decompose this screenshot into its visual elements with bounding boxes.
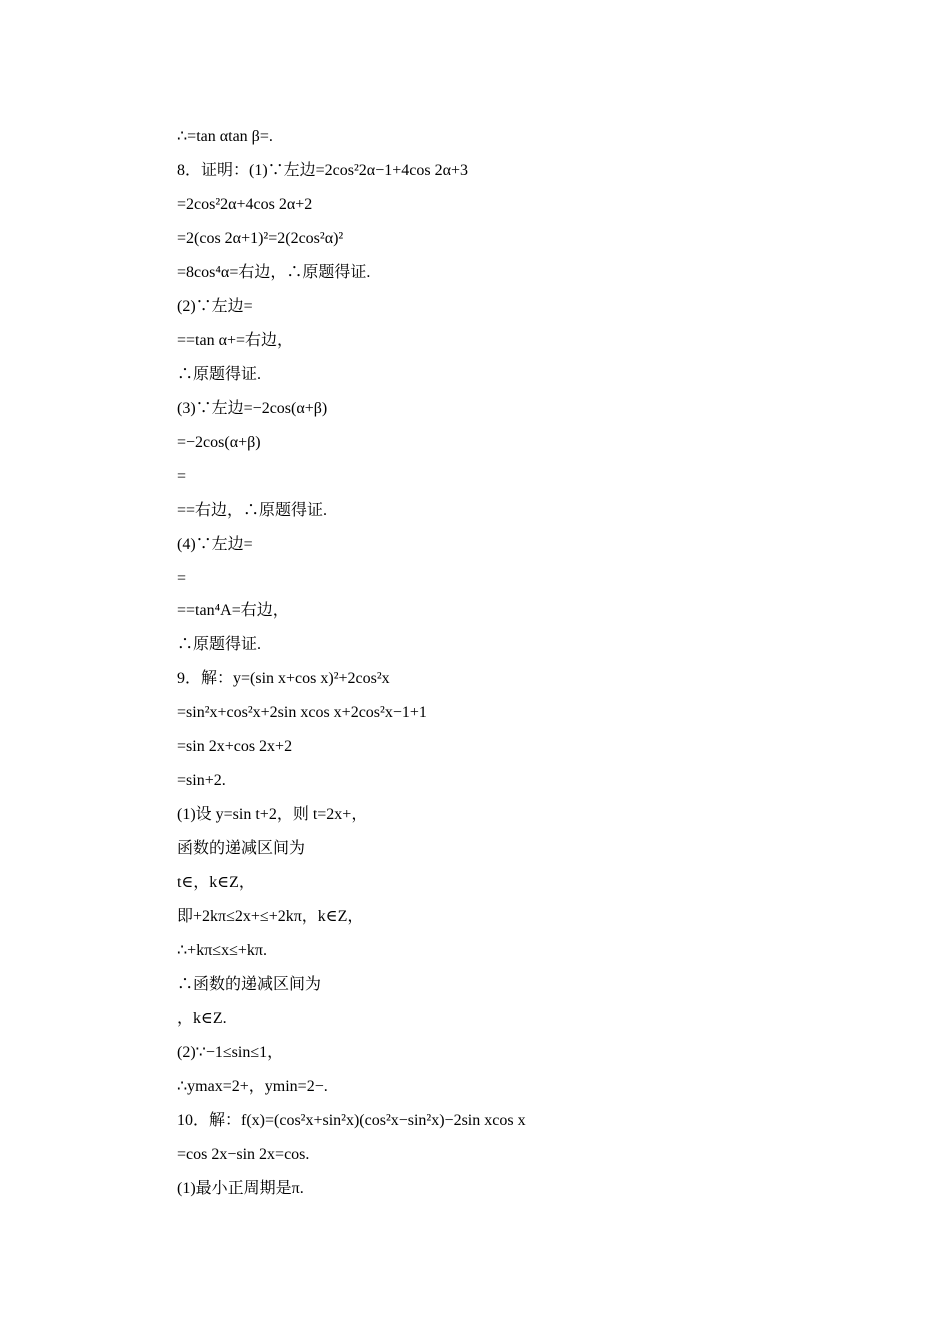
line-19: =sin 2x+cos 2x+2	[177, 738, 293, 755]
line-29: ∴ymax=2+，ymin=2−.	[177, 1078, 328, 1095]
line-5: =8cos⁴α=右边，∴原题得证.	[177, 264, 371, 281]
line-8: ∴原题得证.	[177, 366, 262, 383]
line-25: ∴+kπ≤x≤+kπ.	[177, 942, 267, 959]
line-26: ∴函数的递减区间为	[177, 976, 322, 993]
line-21: (1)设 y=sin t+2，则 t=2x+，	[177, 806, 368, 823]
line-16: ∴原题得证.	[177, 636, 262, 653]
line-4: =2(cos 2α+1)²=2(2cos²α)²	[177, 230, 344, 247]
line-1: ∴=tan αtan β=.	[177, 128, 273, 145]
line-31: =cos 2x−sin 2x=cos.	[177, 1146, 310, 1163]
line-15: ==tan⁴A=右边，	[177, 602, 289, 619]
line-17: 9．解：y=(sin x+cos x)²+2cos²x	[177, 670, 390, 687]
line-2: 8．证明：(1)∵左边=2cos²2α−1+4cos 2α+3	[177, 162, 468, 179]
line-13: (4)∵左边=	[177, 536, 253, 553]
line-28: (2)∵−1≤sin≤1，	[177, 1044, 284, 1061]
line-9: (3)∵左边=−2cos(α+β)	[177, 400, 328, 417]
line-12: ==右边，∴原题得证.	[177, 502, 328, 519]
line-22: 函数的递减区间为	[177, 840, 306, 857]
line-32: (1)最小正周期是π.	[177, 1180, 304, 1197]
line-30: 10．解：f(x)=(cos²x+sin²x)(cos²x−sin²x)−2sin xcos x	[177, 1112, 526, 1129]
line-3: =2cos²2α+4cos 2α+2	[177, 196, 313, 213]
line-18: =sin²x+cos²x+2sin xcos x+2cos²x−1+1	[177, 704, 427, 721]
line-14: =	[177, 570, 187, 587]
line-6: (2)∵左边=	[177, 298, 253, 315]
line-11: =	[177, 468, 187, 485]
line-7: ==tan α+=右边，	[177, 332, 294, 349]
line-27: ，k∈Z.	[177, 1010, 227, 1027]
line-24: 即+2kπ≤2x+≤+2kπ，k∈Z，	[177, 908, 364, 925]
line-10: =−2cos(α+β)	[177, 434, 261, 451]
line-23: t∈，k∈Z，	[177, 874, 255, 891]
line-20: =sin+2.	[177, 772, 226, 789]
